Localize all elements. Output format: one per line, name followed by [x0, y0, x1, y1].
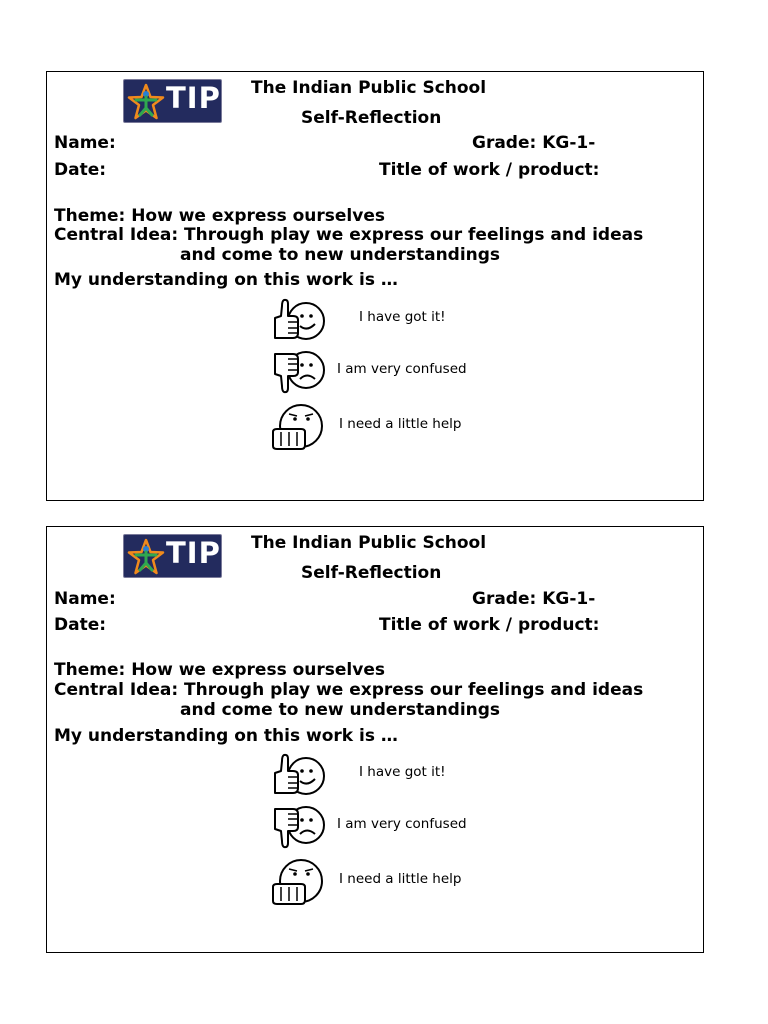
- name-label: Name:: [54, 133, 116, 153]
- option-label: I have got it!: [359, 309, 446, 325]
- worried-face-hand-icon: [271, 402, 331, 452]
- option-label: I need a little help: [339, 416, 462, 432]
- understanding-options: [271, 294, 481, 454]
- understanding-options: [271, 749, 481, 909]
- worried-face-hand-icon: [271, 857, 331, 907]
- self-reflection-form-2: [46, 526, 704, 953]
- work-title-label: Title of work / product:: [379, 615, 600, 635]
- form-title: Self-Reflection: [301, 563, 442, 583]
- option-got-it[interactable]: [271, 749, 481, 799]
- central-idea-line-1: Central Idea: Through play we express our feelings and ideas: [54, 225, 644, 245]
- option-need-help[interactable]: [271, 402, 481, 452]
- understanding-prompt: My understanding on this work is …: [54, 270, 398, 290]
- star-person-icon: [126, 538, 166, 576]
- logo-text: TIPS: [166, 81, 243, 115]
- central-idea-line-1: Central Idea: Through play we express our feelings and ideas: [54, 680, 644, 700]
- option-confused[interactable]: [271, 348, 481, 398]
- self-reflection-form-1: [46, 71, 704, 501]
- grade-label: Grade: KG-1-: [472, 133, 596, 153]
- theme-text: Theme: How we express ourselves: [54, 660, 385, 680]
- grade-label: Grade: KG-1-: [472, 589, 596, 609]
- school-name: The Indian Public School: [251, 533, 487, 553]
- central-idea-line-2: and come to new understandings: [180, 245, 501, 265]
- central-idea-line-2: and come to new understandings: [180, 700, 501, 720]
- option-need-help[interactable]: [271, 857, 481, 907]
- option-label: I need a little help: [339, 871, 462, 887]
- tips-logo: [123, 534, 243, 578]
- option-label: I have got it!: [359, 764, 446, 780]
- date-label: Date:: [54, 615, 107, 635]
- form-title: Self-Reflection: [301, 108, 442, 128]
- option-got-it[interactable]: [271, 294, 481, 344]
- thumbs-down-sad-face-icon: [271, 803, 331, 853]
- date-label: Date:: [54, 160, 107, 180]
- tips-logo: [123, 79, 243, 123]
- option-confused[interactable]: [271, 803, 481, 853]
- option-label: I am very confused: [337, 816, 467, 832]
- school-name: The Indian Public School: [251, 78, 487, 98]
- name-label: Name:: [54, 589, 116, 609]
- thumbs-down-sad-face-icon: [271, 348, 331, 398]
- theme-text: Theme: How we express ourselves: [54, 206, 385, 226]
- thumbs-up-smiley-icon: [271, 294, 331, 344]
- logo-text: TIPS: [166, 536, 243, 570]
- work-title-label: Title of work / product:: [379, 160, 600, 180]
- thumbs-up-smiley-icon: [271, 749, 331, 799]
- star-person-icon: [126, 83, 166, 121]
- option-label: I am very confused: [337, 361, 467, 377]
- understanding-prompt: My understanding on this work is …: [54, 726, 398, 746]
